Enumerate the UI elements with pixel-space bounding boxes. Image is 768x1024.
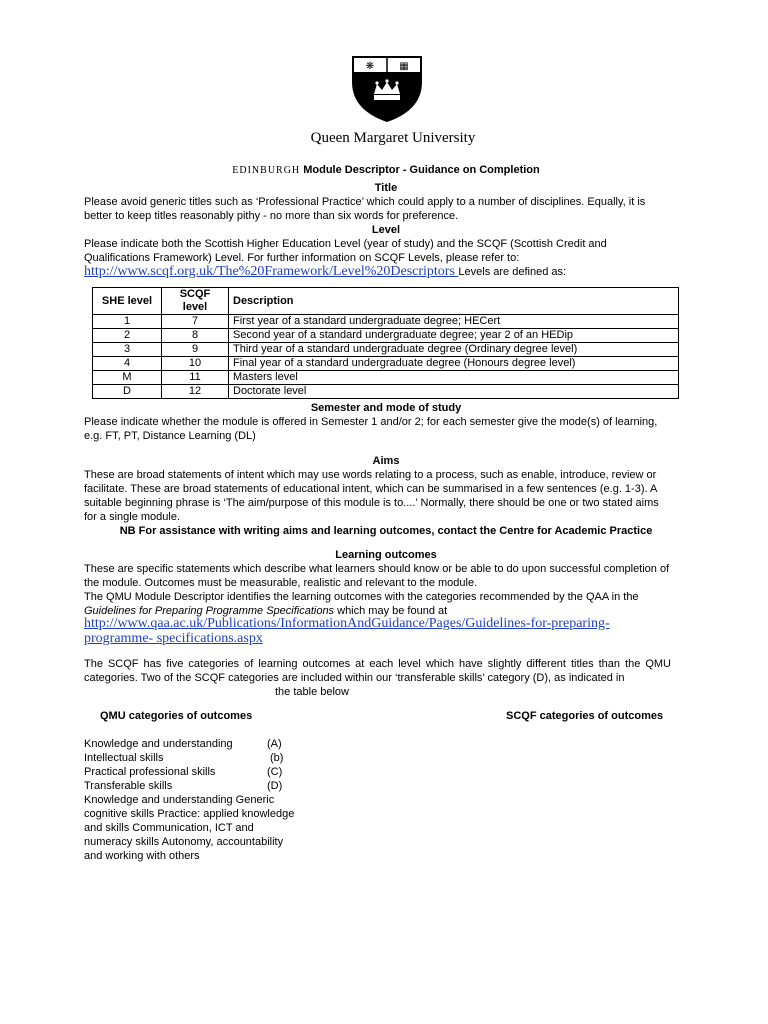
level-body: Please indicate both the Scottish Higher Education Level (year of study) and the SCQF (Scottish Credit and Qualifications Framework) Level. For further information on SCQF Levels, please refer to: [84,238,607,264]
scqf-categories-text: The SCQF has five categories of learning outcomes at each level which have slightly different titles than the QMU categories. Two of the SCQF categories are included within our ‘transferable skills’ category (D), as indicated in [84,658,671,684]
qmu-category-item [84,751,294,765]
svg-text:❋: ❋ [365,61,375,72]
she-cell: 1 [93,315,162,329]
qmu-categories-heading: QMU categories of outcomes [100,710,253,722]
table-row [93,385,679,399]
qaa-link-line-2[interactable]: programme- specifications.aspx [84,631,263,646]
scqf-cell: 8 [162,329,229,343]
qaa-link[interactable] [84,616,684,646]
table-row [93,315,679,329]
qmu-category-label: Transferable skills [84,780,173,792]
scqf-categories-heading: SCQF categories of outcomes [506,710,664,722]
scqf-categories-text-end: the table below [275,686,349,698]
svg-text:▦: ▦ [399,61,409,72]
level-link-line [84,263,684,281]
qmu-category-item [84,779,294,793]
title-body: Please avoid generic titles such as ‘Professional Practice’ which could apply to a number of disciplines. Equally, it is better to keep titles reasonably pithy - no more than six words for preference. [84,196,646,222]
scqf-link[interactable]: http://www.scqf.org.uk/The%20Framework/Level%20Descriptors [84,264,459,279]
outcomes-qaa-text [84,590,684,618]
scqf-cell: 7 [162,315,229,329]
she-cell: D [93,385,162,399]
scqf-cell: 10 [162,357,229,371]
qaa-guidelines-title: Guidelines for Preparing Programme Specifications [84,605,335,617]
university-crest [350,52,424,124]
qmu-category-code: (C) [267,766,283,778]
scqf-cell: 12 [162,385,229,399]
qmu-category-code: (b) [270,752,284,764]
scqf-categories-list: Knowledge and understanding Generic cognitive skills Practice: applied knowledge and skills Communication, ICT and numeracy skills Autonomy, accountability and working with others [84,794,295,862]
levels-table [92,287,679,399]
qmu-category-code: (A) [267,738,282,750]
university-name: Queen Margaret University [310,130,476,146]
city-label: EDINBURGH [232,165,301,176]
scqf-cell: 9 [162,343,229,357]
nb-note: NB For assistance with writing aims and learning outcomes, contact the Centre for Academic Practice [119,525,653,537]
table-row [93,371,679,385]
qmu-category-label: Knowledge and understanding [84,738,233,750]
doc-title-text: Module Descriptor - Guidance on Completion [303,164,540,176]
levels-defined-text: Levels are defined as: [458,266,567,278]
qaa-link-line-1[interactable]: http://www.qaa.ac.uk/Publications/InformationAndGuidance/Pages/Guidelines-for-preparing- [84,616,610,631]
she-cell: M [93,371,162,385]
aims-body: These are broad statements of intent which may use words relating to a process, such as enable, introduce, review or facilitate. These are broad statements of educational intent, which can be summarised in a few sentences (e.g. 1-3). A suitable beginning phrase is ‘The aim/purpose of this module is to....’ Normally, there should be one or two stated aims for a single module. [84,469,659,523]
description-cell: Second year of a standard undergraduate degree; year 2 of an HEDip [229,329,679,343]
semester-heading: Semester and mode of study [310,402,462,414]
qaa-text-post: which may be found at [334,605,448,617]
description-cell: Doctorate level [229,385,679,399]
description-cell: Final year of a standard undergraduate degree (Honours degree level) [229,357,679,371]
qaa-text-pre: The QMU Module Descriptor identifies the learning outcomes with the categories recommended by the QAA in the [84,591,639,603]
description-cell: First year of a standard undergraduate degree; HECert [229,315,679,329]
qmu-category-label: Intellectual skills [84,752,164,764]
col-description: Description [229,288,679,315]
scqf-cell: 11 [162,371,229,385]
table-row [93,329,679,343]
table-row [93,357,679,371]
qmu-category-item [84,765,294,779]
level-heading: Level [371,224,401,236]
title-heading: Title [374,182,398,194]
qmu-category-code: (D) [267,780,283,792]
outcomes-body: These are specific statements which describe what learners should know or be able to do upon successful completion of the module. Outcomes must be measurable, realistic and relevant to the module. [84,563,670,589]
outcomes-heading: Learning outcomes [335,549,437,561]
col-scqf-level: SCQF level [162,288,229,315]
she-cell: 3 [93,343,162,357]
semester-body: Please indicate whether the module is offered in Semester 1 and/or 2; for each semester give the mode(s) of learning, e.g. FT, PT, Distance Learning (DL) [84,416,658,442]
description-cell: Third year of a standard undergraduate degree (Ordinary degree level) [229,343,679,357]
aims-heading: Aims [372,455,400,467]
qmu-category-item [84,737,294,751]
qmu-category-label: Practical professional skills [84,766,216,778]
description-cell: Masters level [229,371,679,385]
table-header-row [93,288,679,315]
col-she-level: SHE level [93,288,162,315]
document-title [84,163,688,178]
table-row [93,343,679,357]
she-cell: 4 [93,357,162,371]
she-cell: 2 [93,329,162,343]
